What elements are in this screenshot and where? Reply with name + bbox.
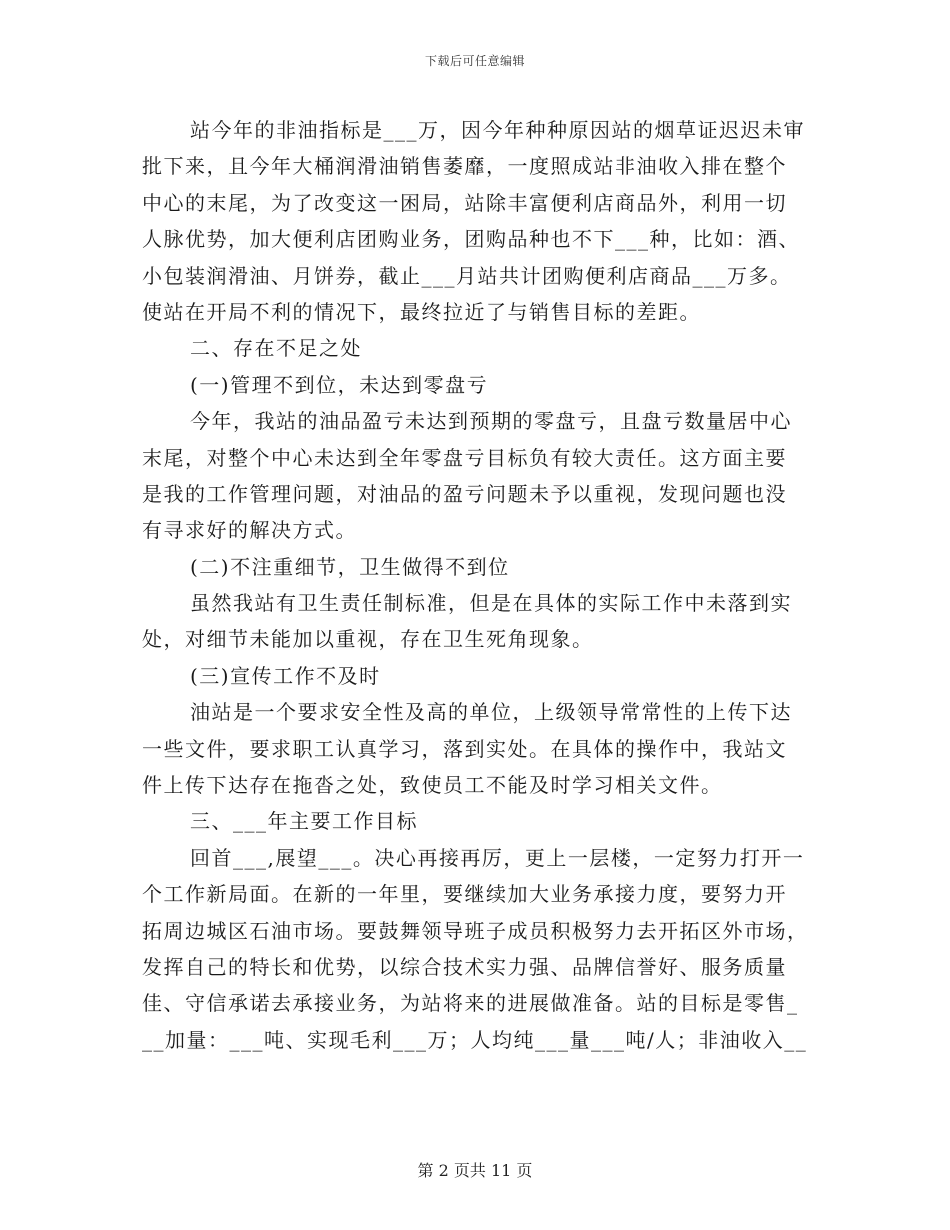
text-line: 个工作新局面。在新的一年里，要继续加大业务承接力度，要努力开: [142, 882, 787, 907]
page-footer: 第 2 页共 11 页: [417, 1161, 533, 1180]
text-line: 回首___,展望___。决心再接再厉，更上一层楼，一定努力打开一: [190, 845, 805, 870]
text-line: 人脉优势，加大便利店团购业务，团购品种也不下___种，比如：酒、: [142, 227, 800, 252]
text-line: 处，对细节未能加以重视，存在卫生死角现象。: [142, 627, 594, 652]
text-line: 佳、守信承诺去承接业务，为站将来的进展做准备。站的目标是零售_: [142, 991, 799, 1016]
text-line: 三、___年主要工作目标: [190, 809, 418, 834]
text-line: 批下来，且今年大桶润滑油销售萎靡，一度照成站非油收入排在整个: [142, 154, 787, 179]
page-header: 下载后可任意编辑: [424, 54, 525, 68]
text-line: (三)宣传工作不及时: [190, 663, 381, 688]
text-line: 中心的末尾，为了改变这一困局，站除丰富便利店商品外，利用一切: [142, 190, 787, 215]
text-line: (一)管理不到位，未达到零盘亏: [190, 372, 489, 397]
text-line: __加量：___吨、实现毛利___万；人均纯___量___吨/人；非油收入__: [142, 1027, 808, 1052]
text-line: 今年，我站的油品盈亏未达到预期的零盘亏，且盘亏数量居中心: [190, 409, 792, 434]
text-line: 是我的工作管理问题，对油品的盈亏问题未予以重视，发现问题也没: [142, 481, 787, 506]
text-line: 使站在开局不利的情况下，最终拉近了与销售目标的差距。: [142, 299, 701, 324]
text-line: 站今年的非油指标是___万，因今年种种原因站的烟草证迟迟未审: [190, 118, 805, 142]
document-body: [142, 112, 812, 1058]
text-line: 小包装润滑油、月饼券，截止___月站共计团购便利店商品___万多。: [142, 263, 792, 288]
text-line: 油站是一个要求安全性及高的单位，上级领导常常性的上传下达: [190, 700, 792, 725]
text-line: 发挥自己的特长和优势，以综合技术实力强、品牌信誉好、服务质量: [142, 954, 787, 979]
text-line: (二)不注重细节，卫生做得不到位: [190, 554, 510, 579]
text-line: 末尾，对整个中心未达到全年零盘亏目标负有较大责任。这方面主要: [142, 445, 787, 470]
text-line: 件上传下达存在拖沓之处，致使员工不能及时学习相关文件。: [142, 773, 723, 798]
text-line: 一些文件，要求职工认真学习，落到实处。在具体的操作中，我站文: [142, 736, 787, 761]
text-line: 二、存在不足之处: [190, 336, 362, 361]
text-line: 拓周边城区石油市场。要鼓舞领导班子成员积极努力去开拓区外市场，: [142, 918, 809, 943]
text-line: 有寻求好的解决方式。: [142, 518, 357, 543]
text-line: 虽然我站有卫生责任制标准，但是在具体的实际工作中未落到实: [190, 591, 792, 616]
